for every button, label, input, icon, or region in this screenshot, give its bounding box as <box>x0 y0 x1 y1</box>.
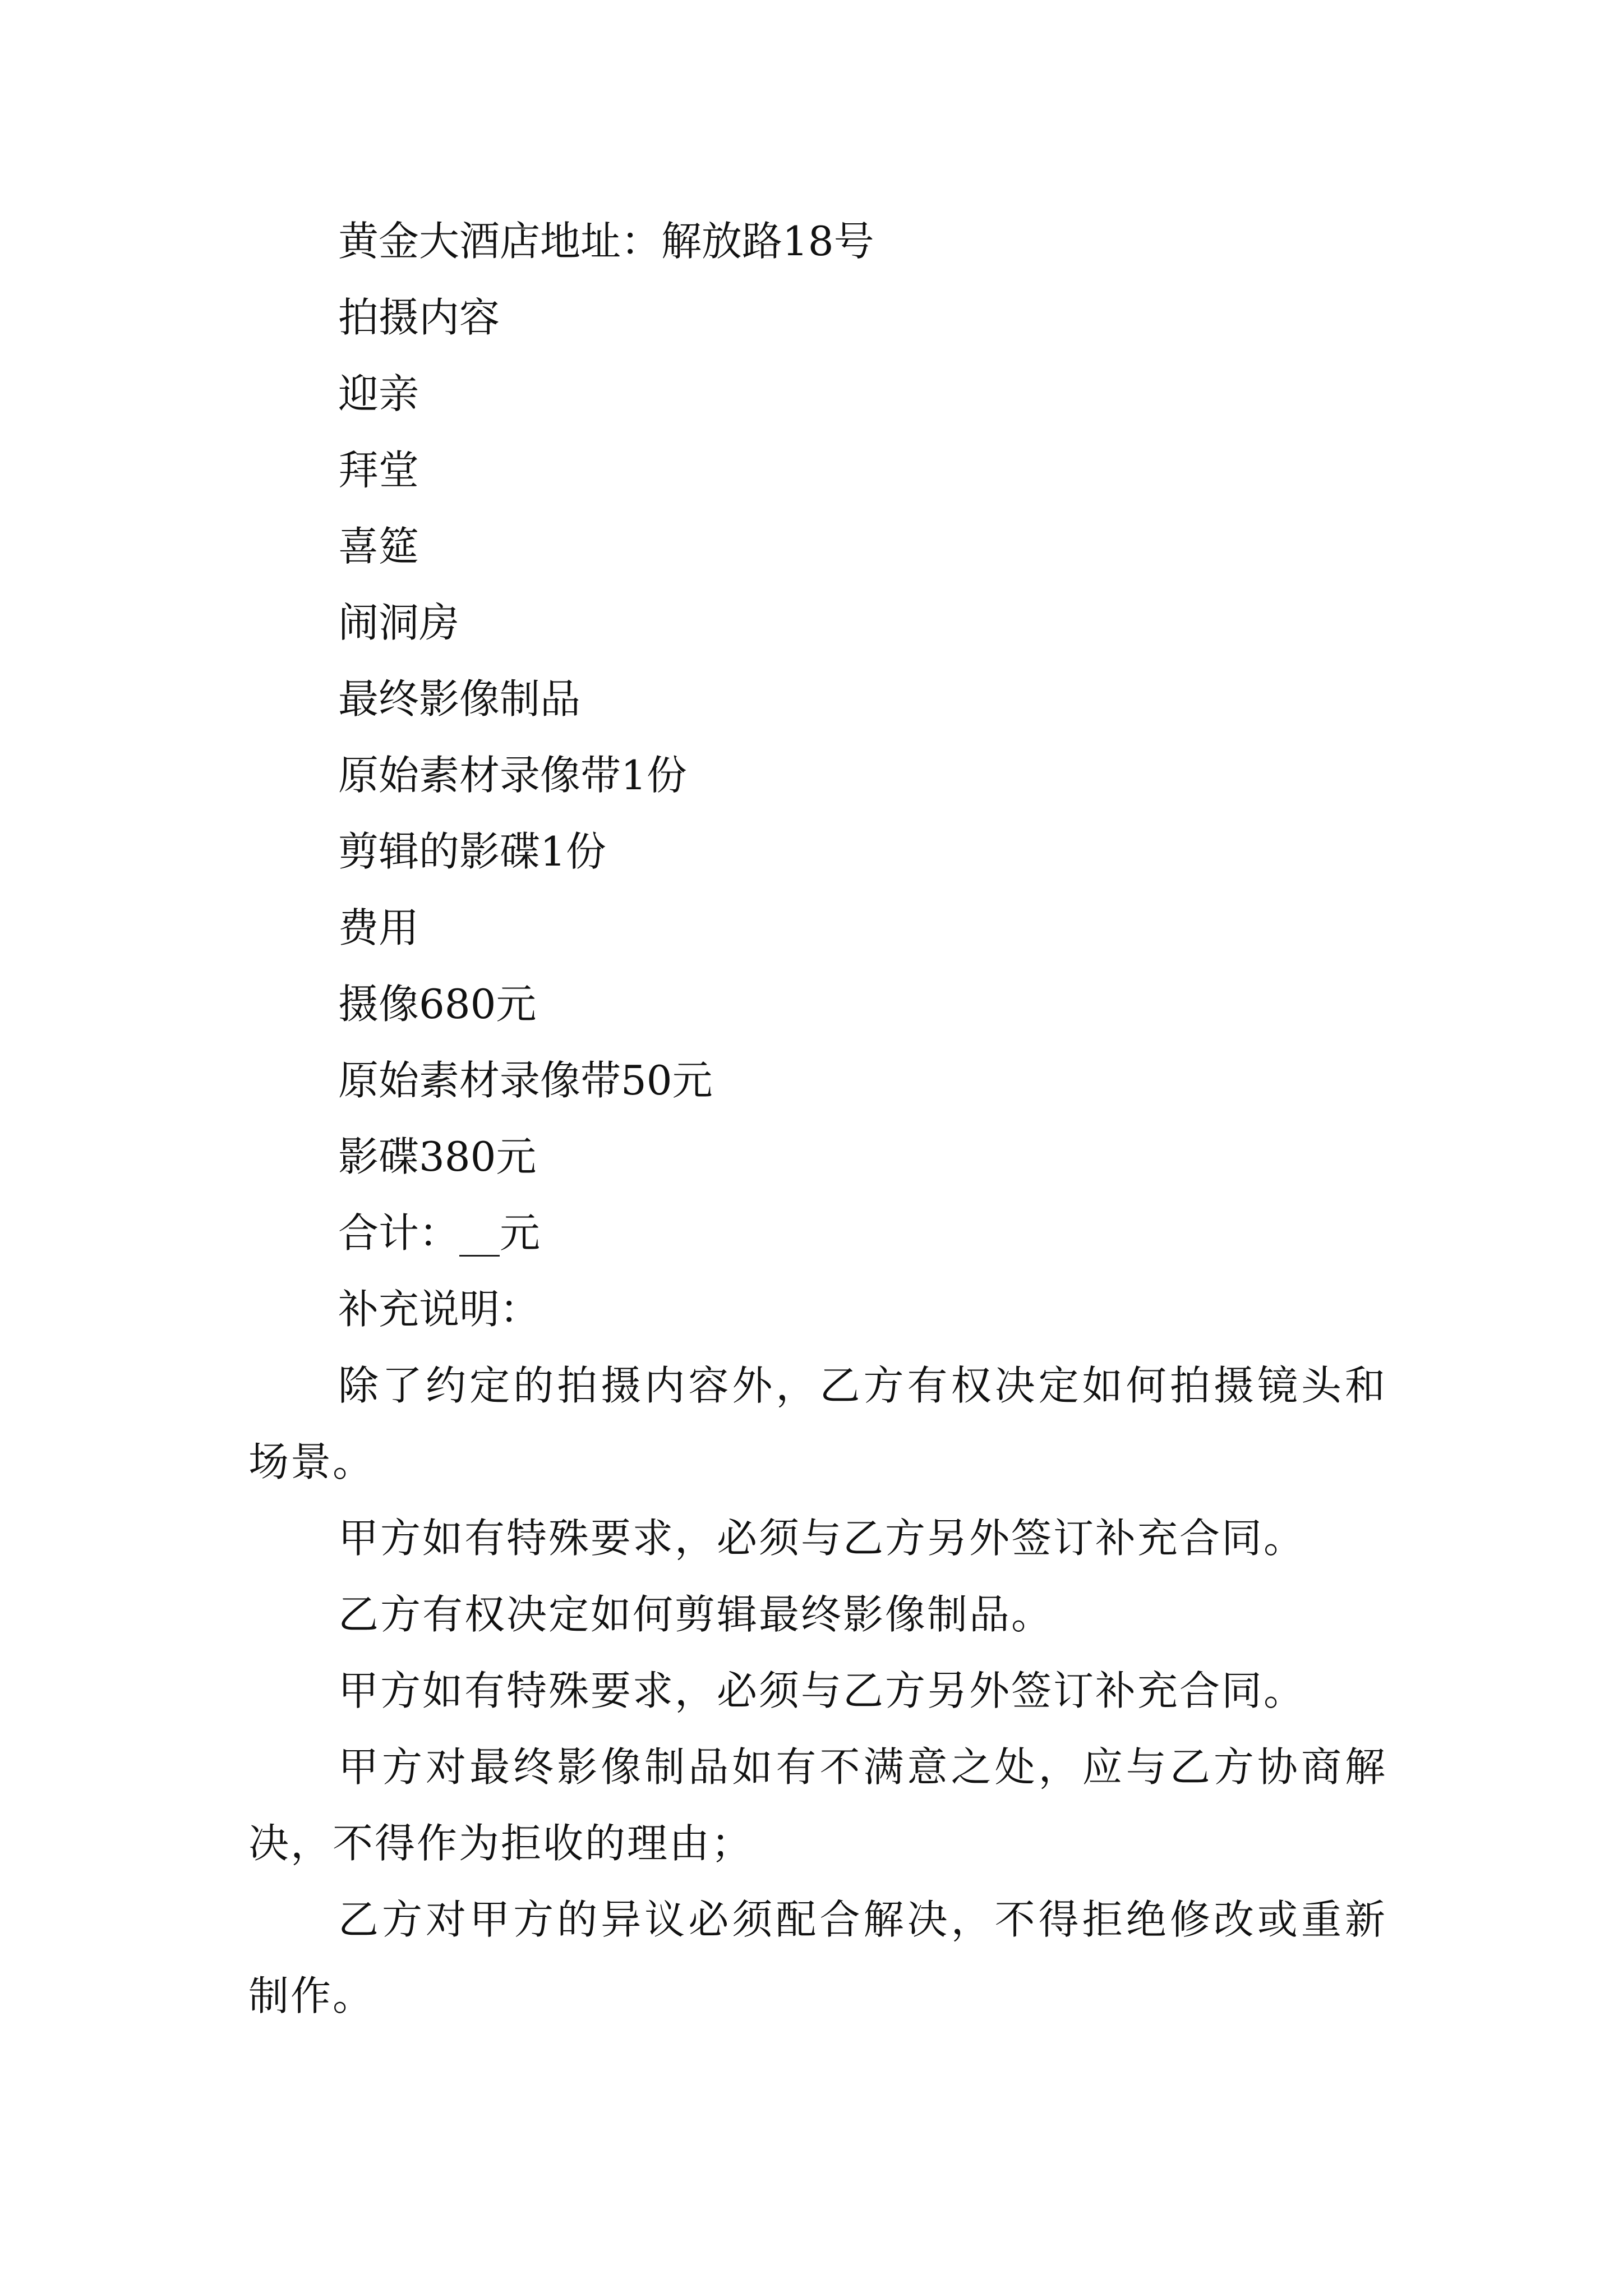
total-label: 合计： <box>338 1209 460 1257</box>
paragraph: 甲方对最终影像制品如有不满意之处，应与乙方协商解决，不得作为拒收的理由； <box>248 1743 1387 1867</box>
list-item: 拜堂 <box>338 447 419 494</box>
fee-item: 原始素材录像带50元 <box>338 1057 713 1104</box>
list-item: 闹洞房 <box>338 599 460 646</box>
hotel-address-line: 黄金大酒店地址：解放路18号 <box>338 218 874 265</box>
list-item: 剪辑的影碟1份 <box>338 828 606 875</box>
list-item: 原始素材录像带1份 <box>338 752 687 799</box>
total-blank: __ <box>459 1209 500 1257</box>
paragraph: 甲方如有特殊要求，必须与乙方另外签订补充合同。 <box>338 1515 1306 1562</box>
fees-heading: 费用 <box>338 904 419 951</box>
document-body <box>248 203 1387 2034</box>
total-unit: 元 <box>500 1209 541 1257</box>
shooting-content-heading: 拍摄内容 <box>338 294 500 341</box>
list-item: 迎亲 <box>338 370 419 417</box>
fee-item: 影碟380元 <box>338 1133 537 1180</box>
paragraph: 除了约定的拍摄内容外，乙方有权决定如何拍摄镜头和场景。 <box>248 1362 1387 1485</box>
supplement-heading: 补充说明： <box>338 1286 541 1333</box>
fee-item: 摄像680元 <box>338 981 537 1028</box>
paragraph: 乙方有权决定如何剪辑最终影像制品。 <box>338 1591 1054 1638</box>
total-line <box>248 1195 1387 1271</box>
paragraph: 甲方如有特殊要求，必须与乙方另外签订补充合同。 <box>338 1667 1306 1714</box>
final-products-heading: 最终影像制品 <box>338 675 581 723</box>
paragraph: 乙方对甲方的异议必须配合解决，不得拒绝修改或重新制作。 <box>248 1896 1387 2019</box>
list-item: 喜筵 <box>338 523 419 570</box>
